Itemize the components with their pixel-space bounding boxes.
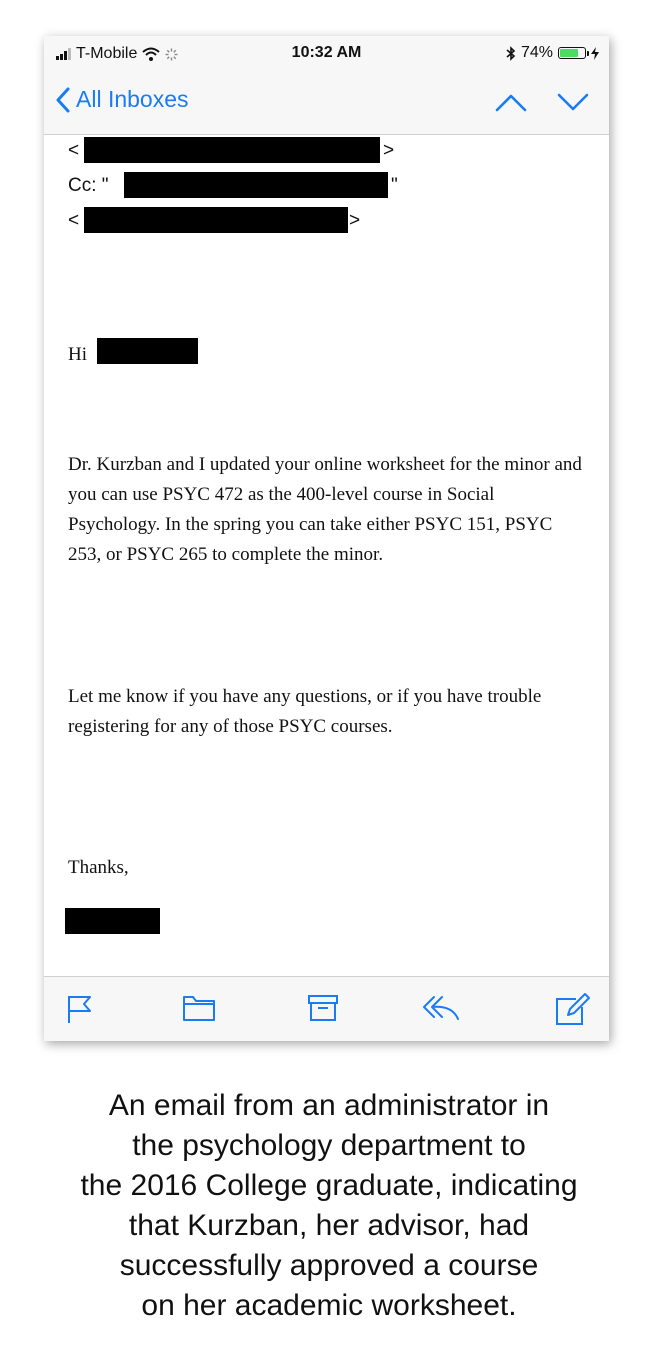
flag-icon[interactable]: [66, 993, 94, 1025]
cc-close-quote: ": [391, 175, 398, 196]
navigation-bar: [44, 72, 609, 135]
chevron-left-icon: [56, 87, 70, 113]
image-caption: [0, 1086, 658, 1326]
folder-icon[interactable]: [182, 993, 216, 1023]
carrier-name: T-Mobile: [76, 45, 138, 62]
status-bar: [44, 36, 609, 72]
bluetooth-icon: [506, 46, 516, 61]
caption-line: on her academic worksheet.: [141, 1289, 517, 1322]
back-label: All Inboxes: [76, 86, 189, 112]
cc-open-bracket: <: [68, 210, 80, 231]
signoff: Thanks,: [68, 857, 129, 878]
caption-line: the 2016 College graduate, indicating: [80, 1169, 578, 1202]
bottom-toolbar: [44, 976, 609, 1041]
greeting: Hi: [68, 344, 87, 365]
caption-line: An email from an administrator in: [108, 1089, 550, 1122]
message-arrows: [495, 92, 589, 112]
redacted-recipient-name: [97, 338, 198, 364]
clock: 10:32 AM: [291, 44, 362, 61]
battery-group: [506, 44, 599, 62]
header-open-bracket: <: [68, 140, 80, 161]
redacted-cc-address: [84, 207, 348, 233]
cc-close-bracket: >: [349, 210, 361, 231]
phone-screenshot: [44, 36, 609, 1041]
caption-line: the psychology department to: [132, 1129, 526, 1162]
header-close-bracket: >: [383, 140, 395, 161]
redacted-signature: [65, 908, 160, 934]
battery-icon: [558, 47, 586, 59]
paragraph-2: Let me know if you have any questions, or if you have trouble registering for any of those PSYC courses.: [68, 686, 542, 737]
reply-icon[interactable]: [422, 993, 462, 1023]
caption-line: that Kurzban, her advisor, had: [128, 1209, 530, 1242]
battery-percent: 74%: [520, 44, 553, 61]
archive-icon[interactable]: [307, 993, 339, 1023]
email-body: [44, 135, 609, 975]
back-button[interactable]: [56, 86, 189, 113]
paragraph-1: Dr. Kurzban and I updated your online worksheet for the minor and you can use PSYC 472 as the 400-level course in Social Psychology. In the spring you can take either PSYC 151, PSYC 253, or PSYC 265 to complete the minor.: [68, 454, 582, 565]
caption-line: successfully approved a course: [119, 1249, 539, 1282]
chevron-down-icon[interactable]: [557, 92, 589, 112]
charging-icon: [591, 47, 599, 60]
chevron-up-icon[interactable]: [495, 92, 527, 112]
cc-label: Cc: ": [68, 175, 109, 196]
redacted-cc-name: [124, 172, 388, 198]
redacted-sender-address: [84, 137, 380, 163]
compose-icon[interactable]: [554, 993, 590, 1027]
